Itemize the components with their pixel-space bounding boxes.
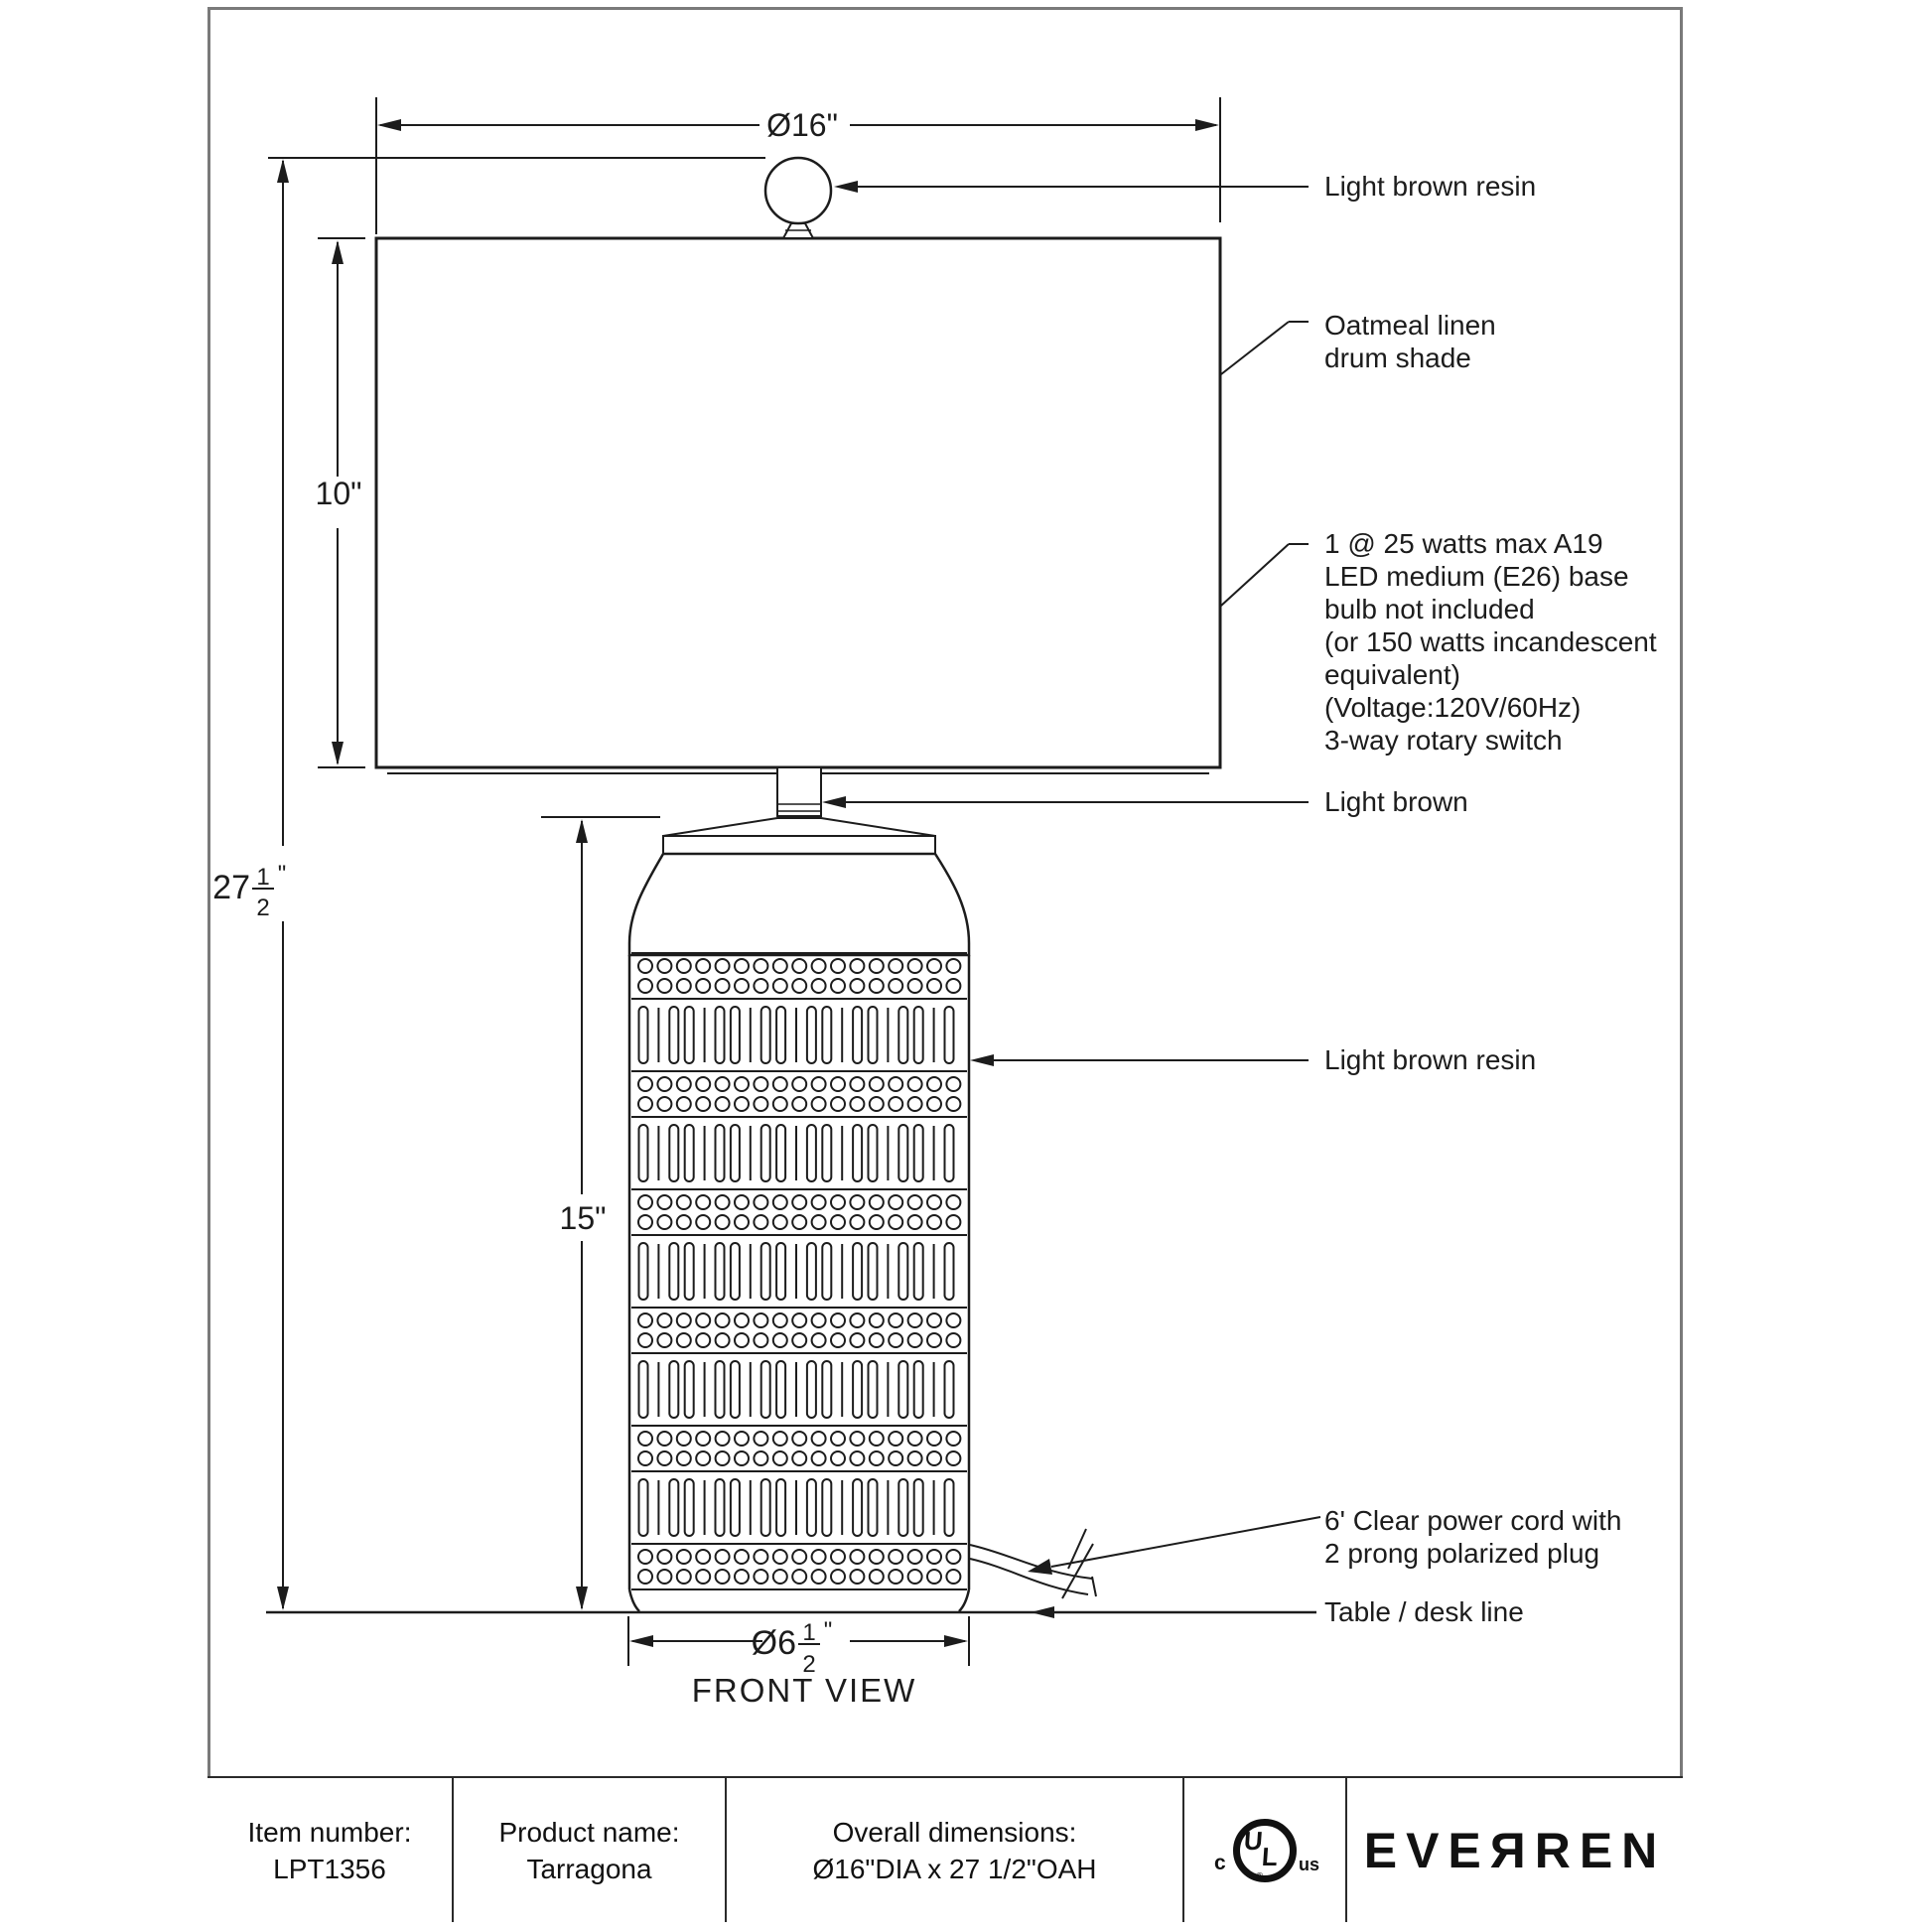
overall-height-frac-num: 1 [256, 864, 270, 891]
body-fill [629, 955, 969, 1611]
ul-certification-logo [1214, 1819, 1320, 1882]
brand-cell [1347, 1778, 1683, 1922]
body-bell [629, 854, 969, 955]
dim-base-diameter [628, 1616, 969, 1678]
bulb-callout-line2: LED medium (E26) base [1324, 561, 1629, 592]
overall-height-unit: " [277, 861, 287, 888]
bulb-callout-line3: bulb not included [1324, 594, 1535, 624]
shade-diameter-label: Ø16" [766, 107, 838, 143]
ul-listing-cell [1184, 1778, 1347, 1922]
shoulder-band [663, 836, 935, 854]
ul-logo-us-mark: us [1299, 1854, 1320, 1874]
finial-callout-text: Light brown resin [1324, 171, 1537, 202]
bulb-callout-line4: (or 150 watts incandescent [1324, 626, 1657, 657]
shade-callout-line2: drum shade [1324, 343, 1471, 373]
base-diameter-frac-den: 2 [802, 1651, 816, 1678]
cord-end [1092, 1577, 1096, 1596]
body-height-label: 15" [559, 1200, 607, 1236]
cord-callout-line1: 6' Clear power cord with [1324, 1505, 1622, 1536]
shade-callout-line1: Oatmeal linen [1324, 310, 1496, 341]
overall-height-frac-den: 2 [256, 895, 270, 921]
finial-ball [765, 158, 831, 223]
product-name-label: Product name: [498, 1816, 680, 1848]
front-view-label: FRONT VIEW [691, 1672, 917, 1709]
title-block-table [207, 1776, 1683, 1922]
product-name-value: Tarragona [526, 1853, 652, 1884]
overall-dimensions-label: Overall dimensions: [832, 1816, 1077, 1848]
bulb-callout-line7: 3-way rotary switch [1324, 725, 1563, 756]
shoulder-roof [663, 818, 935, 836]
cord-callout-line2: 2 prong polarized plug [1324, 1538, 1600, 1569]
bulb-callout-line1: 1 @ 25 watts max A19 [1324, 528, 1603, 559]
product-name-cell [454, 1778, 727, 1922]
item-number-cell [207, 1778, 454, 1922]
item-number-value: LPT1356 [273, 1853, 386, 1884]
callout-body [970, 1044, 1536, 1075]
item-number-label: Item number: [247, 1816, 412, 1848]
base-diameter-frac-num: 1 [802, 1619, 816, 1646]
callout-shade [1221, 310, 1496, 374]
callout-finial [834, 171, 1536, 202]
callout-bulb [1221, 528, 1657, 756]
ul-logo-canada-mark: c [1214, 1851, 1226, 1874]
brand-logo-text: EVEЯREN [1363, 1822, 1667, 1878]
overall-height-whole: 27 [212, 869, 250, 906]
callout-cord [1028, 1505, 1621, 1598]
lamp-shade-drawing [376, 238, 1220, 773]
ul-logo-registered-mark: ® [1256, 1870, 1264, 1882]
base-diameter-unit: " [823, 1617, 833, 1644]
bulb-callout-line5: equivalent) [1324, 659, 1460, 690]
base-diameter-prefix: Ø6 [751, 1624, 796, 1662]
shade-height-label: 10" [315, 476, 362, 511]
callout-neck [822, 786, 1468, 817]
lamp-base-drawing [629, 767, 969, 1611]
bulb-callout-line6: (Voltage:120V/60Hz) [1324, 692, 1582, 723]
lamp-finial-drawing [765, 158, 831, 238]
overall-dimensions-value: Ø16"DIA x 27 1/2"OAH [812, 1853, 1097, 1884]
table-line-label: Table / desk line [1324, 1596, 1524, 1627]
drum-shade-outline [376, 238, 1220, 767]
neck-callout-text: Light brown [1324, 786, 1468, 817]
body-callout-text: Light brown resin [1324, 1044, 1537, 1075]
overall-dimensions-cell [727, 1778, 1184, 1922]
ul-logo-letter-u: U [1242, 1825, 1264, 1856]
ul-logo-letter-l: L [1260, 1841, 1279, 1871]
neck-stem [777, 767, 821, 816]
dim-shade-height [316, 238, 365, 767]
